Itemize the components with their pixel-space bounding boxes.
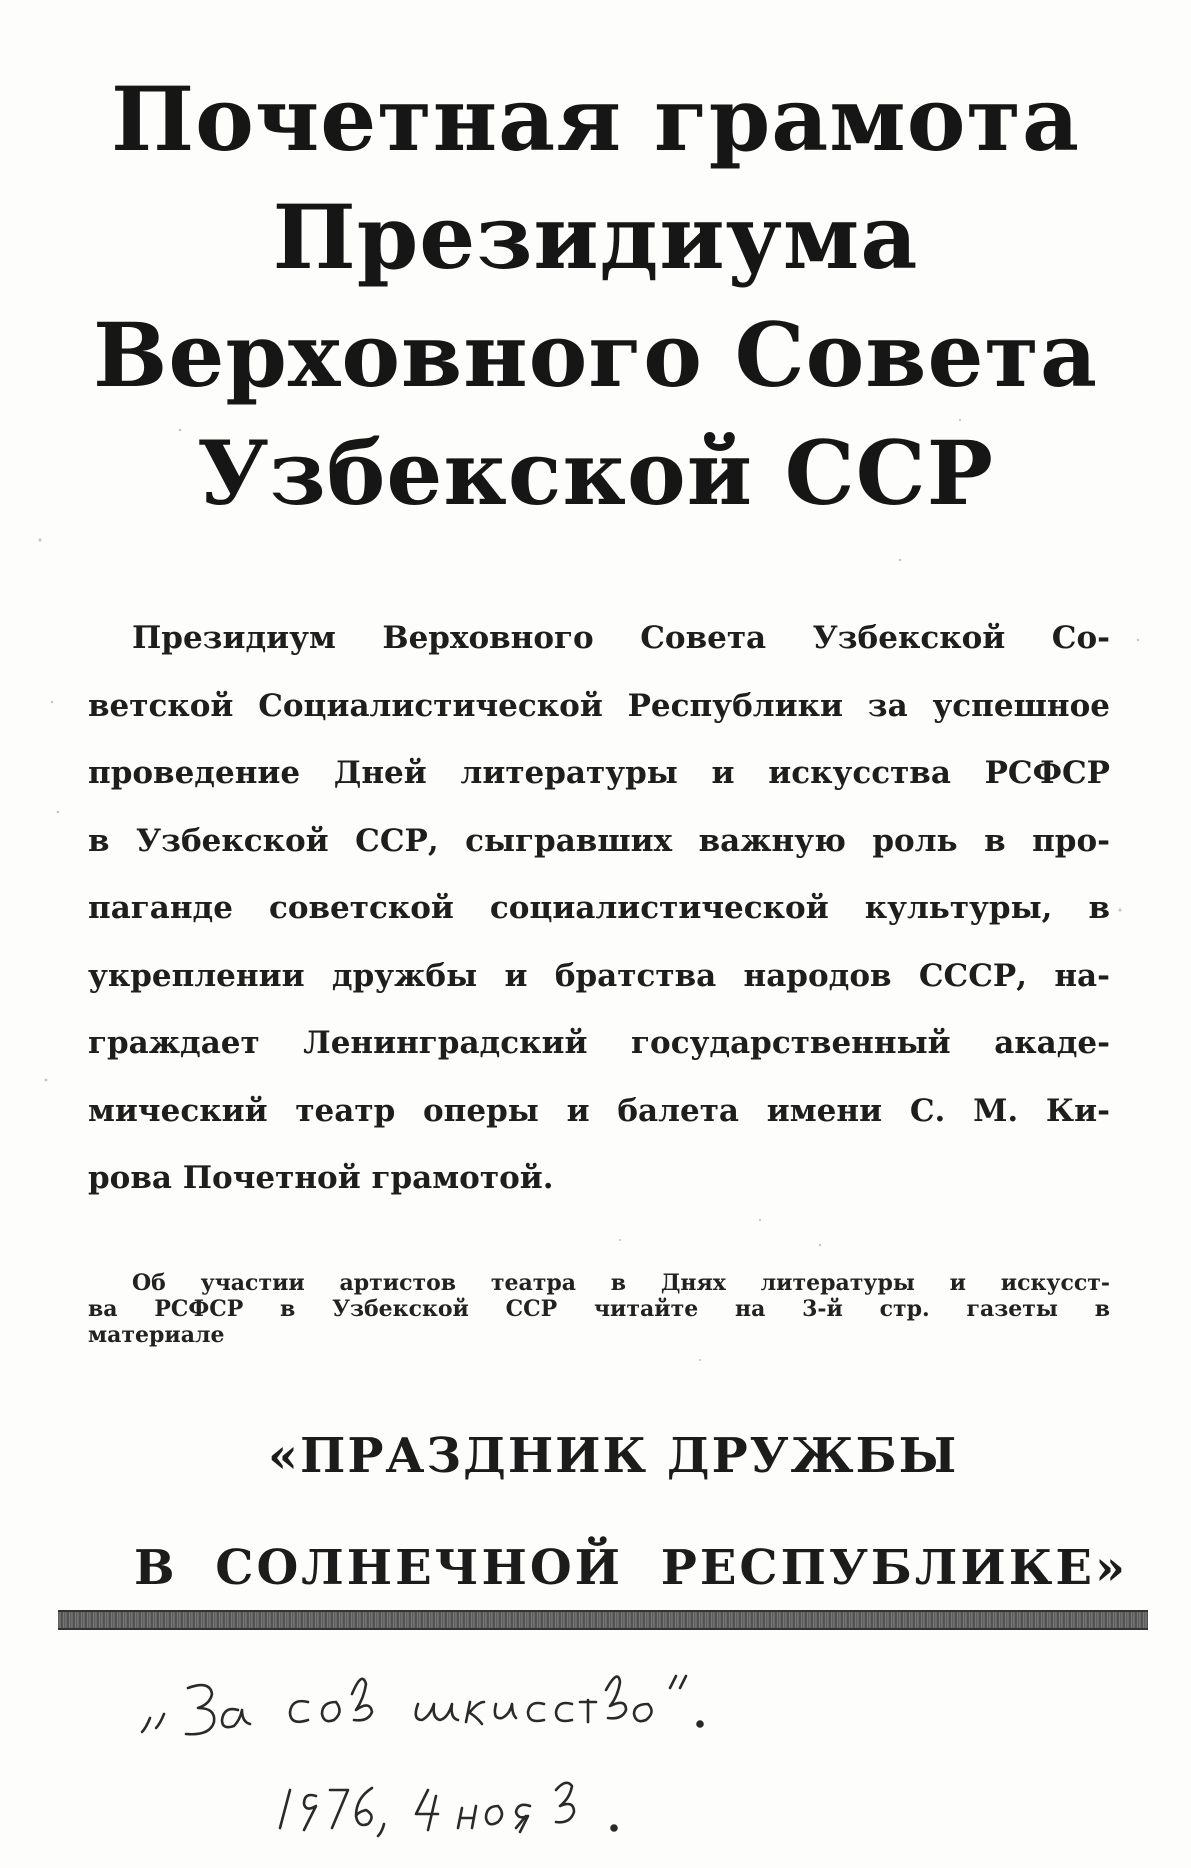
body-line: граждает Ленинградский государственный акаде- — [88, 1025, 1110, 1061]
note-line: материале — [88, 1322, 225, 1348]
title-line: Верховного Совета — [93, 303, 1098, 407]
body-line: Президиум Верховного Совета Узбекской Со- — [132, 620, 1110, 656]
title-line: Почетная грамота — [111, 67, 1080, 171]
body-line: ветской Социалистической Республики за успешное — [88, 687, 1110, 724]
headline-line: «ПРАЗДНИК ДРУЖБЫ — [268, 1428, 959, 1484]
reference-note — [88, 1270, 1110, 1348]
handwritten-annotation — [0, 1640, 1191, 1868]
body-line: проведение Дней литературы и искусства РСФСР — [88, 755, 1110, 791]
headline-line: В СОЛНЕЧНОЙ РЕСПУБЛИКЕ» — [134, 1540, 1128, 1596]
body-line: укреплении дружбы и братства народов СССР, на- — [88, 957, 1110, 994]
award-paragraph — [88, 605, 1110, 1213]
body-line: мический театр оперы и балета имени С. М. Ки- — [88, 1092, 1110, 1129]
note-line: Об участии артистов театра в Днях литературы и искусст- — [132, 1270, 1110, 1296]
title-line: Президиума — [272, 185, 919, 289]
body-line: паганде советской социалистической культуры, в — [88, 890, 1110, 926]
title-line: Узбекской ССР — [197, 421, 994, 525]
note-line: ва РСФСР в Узбекской ССР читайте на 3-й стр. газеты в — [88, 1296, 1110, 1322]
body-line: рова Почетной грамотой. — [88, 1160, 554, 1196]
article-headline — [100, 1400, 1128, 1624]
certificate-title — [60, 60, 1131, 532]
body-line: в Узбекской ССР, сыгравших важную роль в про- — [88, 822, 1110, 859]
divider-rule — [58, 1610, 1148, 1630]
